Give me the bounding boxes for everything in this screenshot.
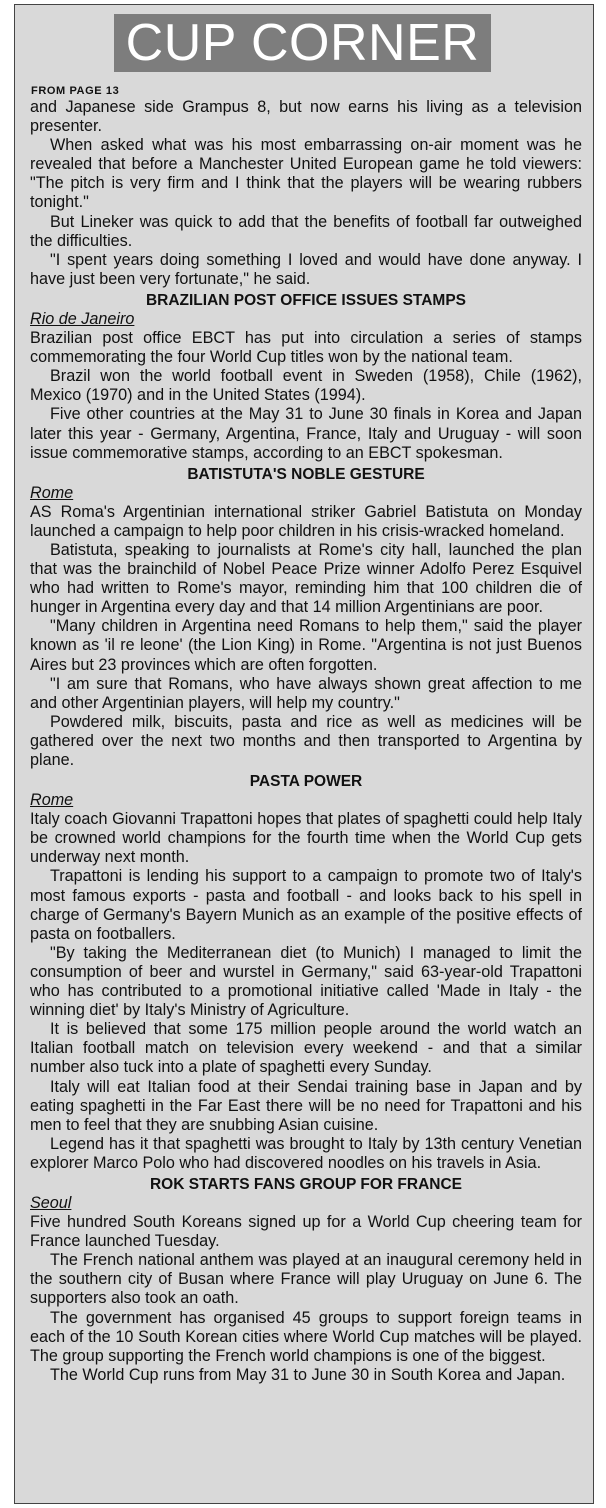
article-body (30, 84, 582, 1385)
continued-from-label: FROM PAGE 13 (31, 85, 120, 97)
paragraph: Brazil won the world football event in Sweden (1958), Chile (1962), Mexico (1970) and in the United States (1994). (30, 367, 582, 405)
paragraph: "By taking the Mediterranean diet (to Munich) I managed to limit the consumption of beer and wurstel in Germany," said 63-year-old Trapattoni who has contributed to a promotional initiative called 'Made in Italy - the winning diet' by Italy's Ministry of Agriculture. (30, 943, 582, 1020)
paragraph: and Japanese side Grampus 8, but now earns his living as a television presenter. (30, 98, 582, 136)
paragraph: Brazilian post office EBCT has put into circulation a series of stamps commemorating the four World Cup titles won by the national team. (30, 329, 582, 367)
paragraph: Italy will eat Italian food at their Sendai training base in Japan and by eating spaghetti in the Far East there will be no need for Trapattoni and his men to feel that they are snubbing Asian cuisine. (30, 1077, 582, 1134)
story-headline: BRAZILIAN POST OFFICE ISSUES STAMPS (145, 291, 467, 309)
story-headline: ROK STARTS FANS GROUP FOR FRANCE (149, 1175, 463, 1193)
paragraph: "I am sure that Romans, who have always shown great affection to me and other Argentinian players, will help my country." (30, 674, 582, 712)
paragraph: AS Roma's Argentinian international striker Gabriel Batistuta on Monday launched a campaign to help poor children in his crisis-wracked homeland. (30, 502, 582, 540)
paragraph: But Lineker was quick to add that the benefits of football far outweighed the difficulties. (30, 212, 582, 250)
paragraph: When asked what was his most embarrassing on-air moment was he revealed that before a Manchester United European game he told viewers: "The pitch is very firm and I think that the players will be wearing rubbers tonight." (30, 136, 582, 212)
story-dateline: Rome (30, 791, 74, 810)
paragraph: "Many children in Argentina need Romans to help them," said the player known as 'il re leone' (the Lion King) in Rome. "Argentina is not just Buenos Aires but 23 provinces which are often forgotten. (30, 617, 582, 674)
story-dateline: Rome (30, 483, 74, 502)
paragraph: It is believed that some 175 million people around the world watch an Italian football match on television every weekend - and that a similar number also tuck into a plate of spaghetti every Sunday. (30, 1020, 582, 1077)
story-headline: PASTA POWER (249, 773, 363, 791)
page-title: CUP CORNER (114, 14, 491, 72)
paragraph: The World Cup runs from May 31 to June 30 in South Korea and Japan. (50, 1365, 566, 1384)
story-headline: BATISTUTA'S NOBLE GESTURE (187, 465, 425, 483)
paragraph: "I spent years doing something I loved and would have done anyway. I have just been very fortunate," he said. (30, 250, 582, 288)
paragraph: Legend has it that spaghetti was brought to Italy by 13th century Venetian explorer Marco Polo who had discovered noodles on his travels in Asia. (30, 1134, 582, 1172)
paragraph: Batistuta, speaking to journalists at Rome's city hall, launched the plan that was the brainchild of Nobel Peace Prize winner Adolfo Perez Esquivel who had written to Rome's mayor, reminding him that 100 children die of hunger in Argentina every day and that 14 million Argentinians are poor. (30, 540, 582, 617)
paragraph: Five hundred South Koreans signed up for a World Cup cheering team for France launched Tuesday. (30, 1213, 582, 1251)
paragraph: The French national anthem was played at an inaugural ceremony held in the southern city of Busan where France will play Uruguay on June 6. The supporters also took an oath. (30, 1251, 582, 1308)
paragraph: Trapattoni is lending his support to a campaign to promote two of Italy's most famous exports - pasta and football - and looks back to his spell in charge of Germany's Bayern Munich as an example of the positive effects of pasta on footballers. (30, 867, 582, 943)
story-brazil-stamps (30, 291, 582, 463)
story-dateline: Seoul (30, 1193, 72, 1212)
story-dateline: Rio de Janeiro (30, 309, 135, 328)
story-continuation (30, 98, 582, 289)
paragraph: Five other countries at the May 31 to June 30 finals in Korea and Japan later this year - Germany, Argentina, France, Italy and Uruguay - will soon issue commemorative stamps, according to an EBCT spokesman. (30, 405, 582, 462)
story-batistuta (30, 465, 582, 770)
paragraph: Powdered milk, biscuits, pasta and rice as well as medicines will be gathered over the next two months and then transported to Argentina by plane. (30, 712, 582, 769)
story-pasta-power (30, 772, 582, 1173)
paragraph: The government has organised 45 groups to support foreign teams in each of the 10 South Korean cities where World Cup matches will be played. The group supporting the French world champions is one of the biggest. (30, 1308, 582, 1365)
paragraph: Italy coach Giovanni Trapattoni hopes that plates of spaghetti could help Italy be crowned world champions for the fourth time when the World Cup gets underway next month. (30, 810, 582, 867)
story-rok-fans-group (30, 1175, 582, 1385)
